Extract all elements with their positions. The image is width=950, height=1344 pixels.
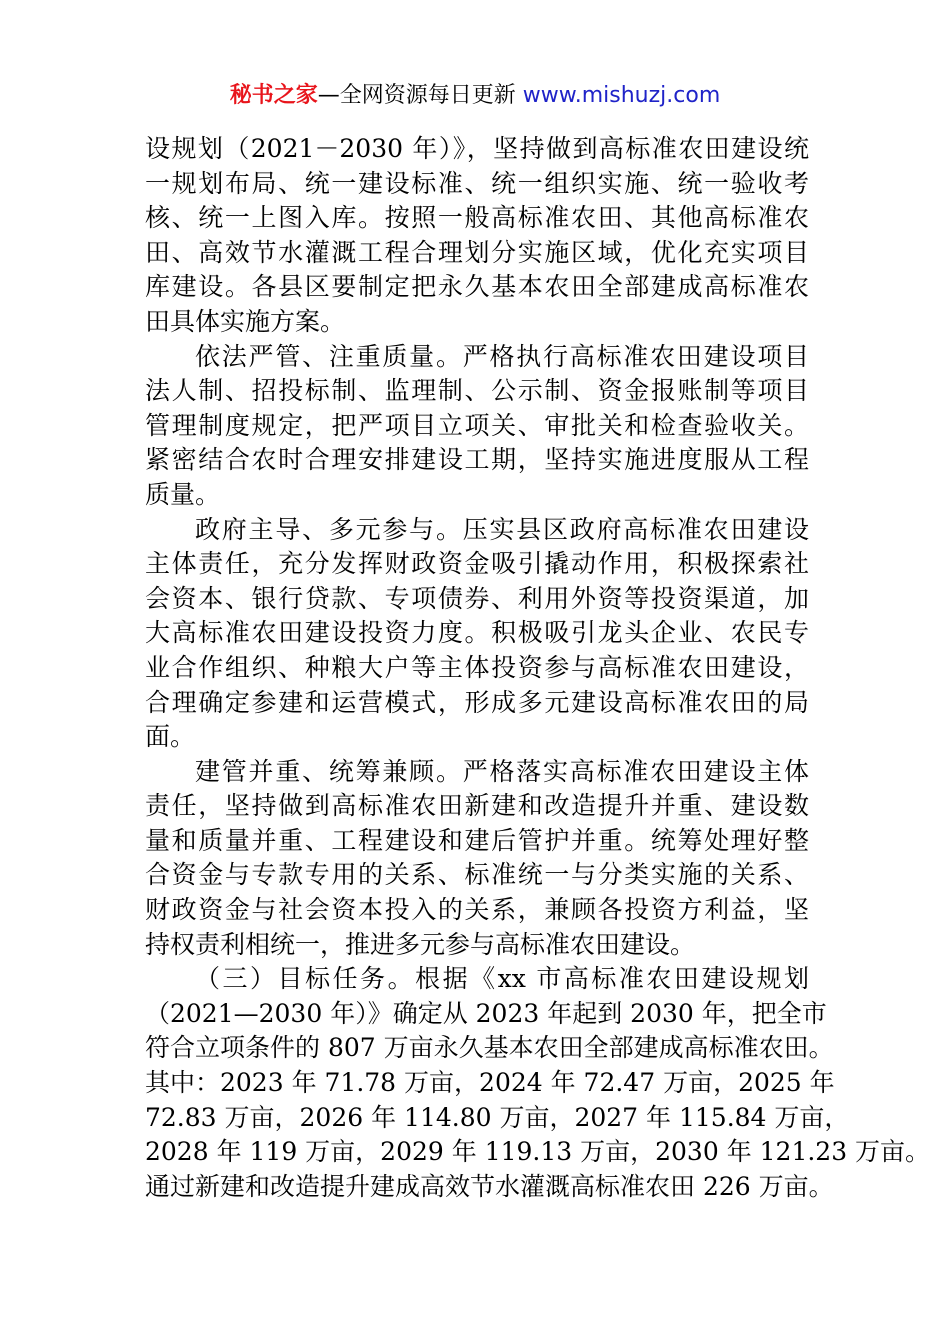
text-line: 通过新建和改造提升建成高效节水灌溉高标准农田 226 万亩。: [145, 1171, 834, 1201]
paragraph: [145, 132, 809, 340]
text-line: 管理制度规定，把严项目立项关、审批关和检查验收关。: [145, 410, 809, 440]
text-line: 质量。: [145, 479, 221, 509]
paragraph: [145, 962, 931, 1204]
text-line: 2028 年 119 万亩，2029 年 119.13 万亩，2030 年 121.23 万亩。: [145, 1137, 931, 1167]
site-brand: 秘书之家: [229, 83, 318, 108]
text-line: 核、统一上图入库。按照一般高标准农田、其他高标准农: [145, 203, 809, 233]
text-line: 其中：2023 年 71.78 万亩，2024 年 72.47 万亩，2025 年: [145, 1068, 835, 1098]
text-line: 财政资金与社会资本投入的关系，兼顾各投资方利益，坚: [145, 895, 809, 925]
text-line: 面。: [145, 722, 196, 752]
paragraph: [145, 340, 809, 513]
site-header: [0, 80, 950, 112]
text-line: 主体责任，充分发挥财政资金吸引撬动作用，积极探索社: [145, 549, 809, 579]
text-line: 设规划（2021－2030 年）》，坚持做到高标准农田建设统: [145, 134, 809, 163]
text-line: 依法严管、注重质量。严格执行高标准农田建设项目: [195, 341, 809, 371]
text-line: 合资金与专款专用的关系、标准统一与分类实施的关系、: [145, 860, 809, 890]
text-line: 合理确定参建和运营模式，形成多元建设高标准农田的局: [145, 687, 809, 717]
text-line: 72.83 万亩，2026 年 114.80 万亩，2027 年 115.84 万亩，: [145, 1102, 850, 1132]
text-line: 法人制、招投标制、监理制、公示制、资金报账制等项目: [145, 376, 809, 406]
paragraph: [145, 755, 809, 963]
text-line: 业合作组织、种粮大户等主体投资参与高标准农田建设，: [145, 652, 809, 682]
text-line: 大高标准农田建设投资力度。积极吸引龙头企业、农民专: [145, 618, 809, 648]
text-line: 政府主导、多元参与。压实县区政府高标准农田建设: [195, 514, 809, 544]
document-body: [145, 132, 931, 1204]
text-line: 田具体实施方案。: [145, 306, 346, 336]
text-line: 符合立项条件的 807 万亩永久基本农田全部建成高标准农田。: [145, 1033, 834, 1063]
text-line: 建管并重、统筹兼顾。严格落实高标准农田建设主体: [195, 756, 809, 786]
text-line: 库建设。各县区要制定把永久基本农田全部建成高标准农: [145, 272, 809, 302]
text-line: 田、高效节水灌溉工程合理划分实施区域，优化充实项目: [145, 237, 809, 267]
site-tagline: —全网资源每日更新: [317, 83, 516, 108]
site-url-link[interactable]: www.mishuzj.com: [522, 83, 721, 108]
text-line: 会资本、银行贷款、专项债券、利用外资等投资渠道，加: [145, 583, 809, 613]
text-line: 量和质量并重、工程建设和建后管护并重。统筹处理好整: [145, 825, 809, 855]
text-line: 一规划布局、统一建设标准、统一组织实施、统一验收考: [145, 168, 809, 198]
text-line: 紧密结合农时合理安排建设工期，坚持实施进度服从工程: [145, 445, 809, 475]
text-line: 责任，坚持做到高标准农田新建和改造提升并重、建设数: [145, 791, 809, 821]
text-line: （三）目标任务。根据《xx 市高标准农田建设规划: [195, 964, 809, 994]
text-line: （2021—2030 年）》确定从 2023 年起到 2030 年，把全市: [145, 998, 827, 1028]
paragraph: [145, 513, 809, 755]
text-line: 持权责利相统一，推进多元参与高标准农田建设。: [145, 929, 696, 959]
